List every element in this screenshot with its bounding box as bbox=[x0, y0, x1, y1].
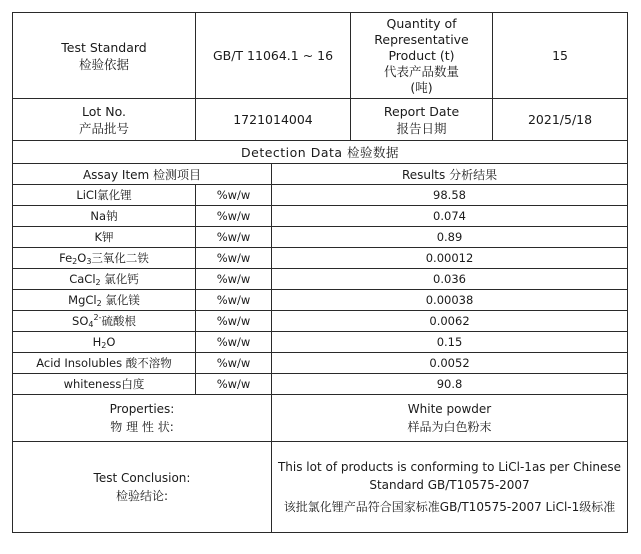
table-row bbox=[13, 248, 628, 269]
column-header-row bbox=[13, 164, 628, 185]
table-row bbox=[13, 332, 628, 353]
quantity-value: 15 bbox=[493, 13, 628, 99]
table-row bbox=[13, 269, 628, 290]
assay-result: 98.58 bbox=[272, 185, 628, 206]
assay-item-header: Assay Item 检测项目 bbox=[13, 164, 272, 185]
assay-unit: %w/w bbox=[196, 374, 272, 395]
table-row bbox=[13, 227, 628, 248]
assay-result: 0.00012 bbox=[272, 248, 628, 269]
assay-name: whiteness白度 bbox=[13, 374, 196, 395]
section-title-row bbox=[13, 141, 628, 164]
section-title: Detection Data 检验数据 bbox=[13, 141, 628, 164]
table-row bbox=[13, 311, 628, 332]
lot-number-value: 1721014004 bbox=[196, 99, 351, 141]
assay-unit: %w/w bbox=[196, 332, 272, 353]
properties-row bbox=[13, 395, 628, 442]
table-row bbox=[13, 374, 628, 395]
assay-name: $Fe_2O_3$三氧化二铁 bbox=[13, 248, 196, 269]
report-table bbox=[12, 12, 628, 533]
assay-result: 0.89 bbox=[272, 227, 628, 248]
assay-unit: %w/w bbox=[196, 290, 272, 311]
results-header: Results 分析结果 bbox=[272, 164, 628, 185]
header-row-standard bbox=[13, 13, 628, 99]
assay-unit: %w/w bbox=[196, 269, 272, 290]
assay-name: $SO_4^{2-}$硫酸根 bbox=[13, 311, 196, 332]
properties-label: Properties: 物 理 性 状: bbox=[13, 395, 272, 442]
report-date-label: Report Date 报告日期 bbox=[351, 99, 493, 141]
assay-name: Acid Insolubles 酸不溶物 bbox=[13, 353, 196, 374]
assay-name: K钾 bbox=[13, 227, 196, 248]
table-row bbox=[13, 353, 628, 374]
table-row bbox=[13, 206, 628, 227]
assay-unit: %w/w bbox=[196, 206, 272, 227]
inspection-report bbox=[12, 12, 627, 544]
assay-result: 90.8 bbox=[272, 374, 628, 395]
table-row bbox=[13, 290, 628, 311]
assay-result: 0.0052 bbox=[272, 353, 628, 374]
assay-name: $H_2O$ bbox=[13, 332, 196, 353]
report-date-value: 2021/5/18 bbox=[493, 99, 628, 141]
test-standard-label: Test Standard 检验依据 bbox=[13, 13, 196, 99]
quantity-label: Quantity of Representative Product (t) 代表产品数量 (吨) bbox=[351, 13, 493, 99]
assay-result: 0.036 bbox=[272, 269, 628, 290]
assay-result: 0.00038 bbox=[272, 290, 628, 311]
conclusion-text: This lot of products is conforming to LiCl-1as per Chinese Standard GB/T10575-2007 该批氯化锂产品符合国家标准GB/T10575-2007 LiCl-1级标准 bbox=[272, 442, 628, 533]
properties-value: White powder 样品为白色粉末 bbox=[272, 395, 628, 442]
assay-unit: %w/w bbox=[196, 185, 272, 206]
table-row bbox=[13, 185, 628, 206]
conclusion-label: Test Conclusion: 检验结论: bbox=[13, 442, 272, 533]
assay-unit: %w/w bbox=[196, 248, 272, 269]
assay-name: Na钠 bbox=[13, 206, 196, 227]
assay-name: LiCl氯化锂 bbox=[13, 185, 196, 206]
assay-name: CaCl$_2$ 氯化钙 bbox=[13, 269, 196, 290]
assay-unit: %w/w bbox=[196, 353, 272, 374]
assay-result: 0.0062 bbox=[272, 311, 628, 332]
test-standard-value: GB/T 11064.1 ~ 16 bbox=[196, 13, 351, 99]
assay-unit: %w/w bbox=[196, 311, 272, 332]
assay-result: 0.15 bbox=[272, 332, 628, 353]
header-row-lot bbox=[13, 99, 628, 141]
assay-result: 0.074 bbox=[272, 206, 628, 227]
lot-number-label: Lot No. 产品批号 bbox=[13, 99, 196, 141]
assay-unit: %w/w bbox=[196, 227, 272, 248]
assay-name: MgCl$_2$ 氯化镁 bbox=[13, 290, 196, 311]
conclusion-row bbox=[13, 442, 628, 533]
